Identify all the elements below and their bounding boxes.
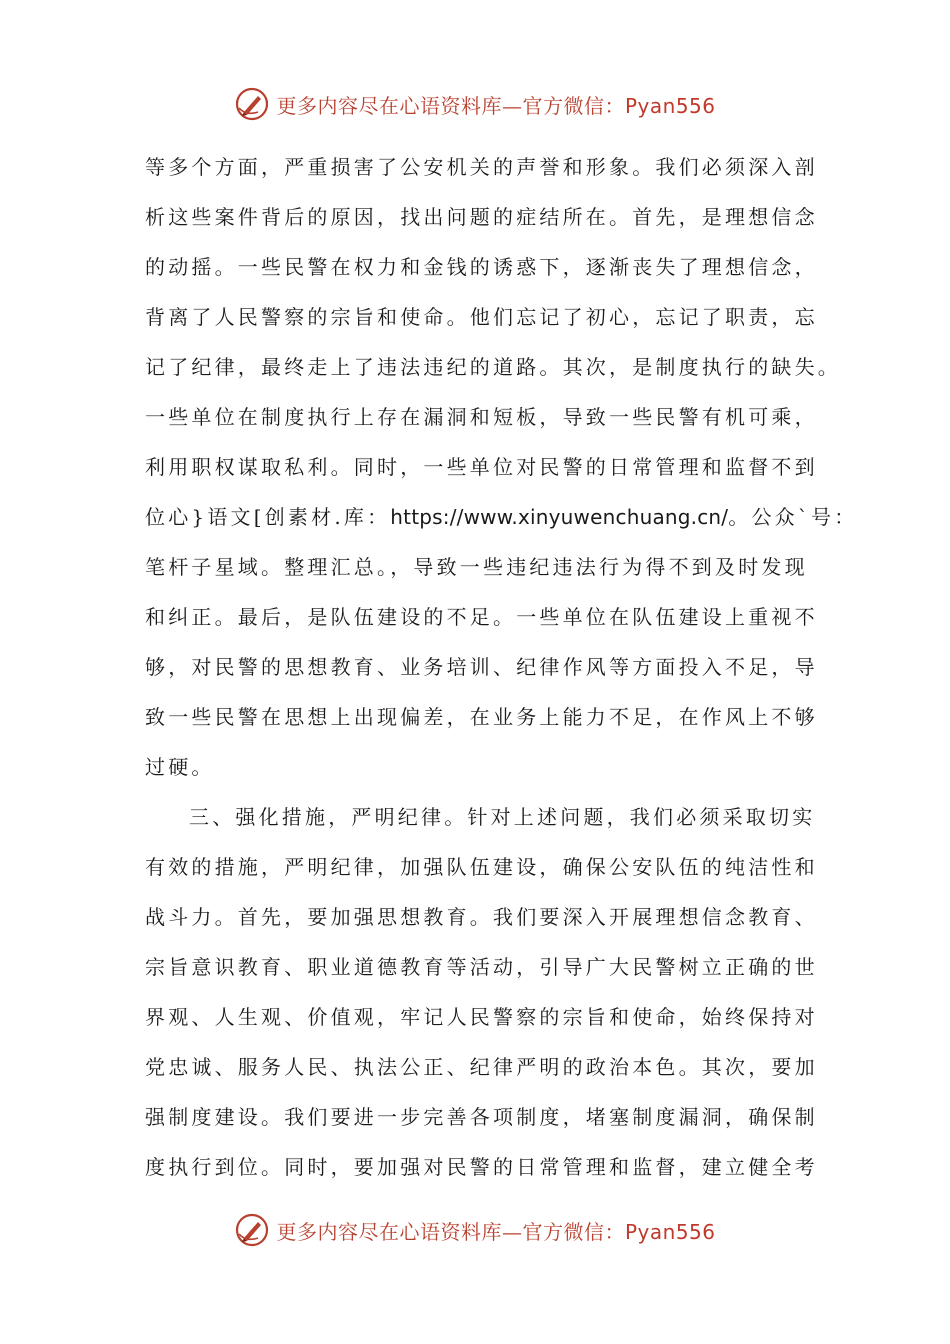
text-line: 和纠正。最后，是队伍建设的不足。一些单位在队伍建设上重视不 — [145, 605, 818, 629]
text-line: 等多个方面，严重损害了公安机关的声誉和形象。我们必须深入剖 — [145, 155, 818, 179]
text-line: 度执行到位。同时，要加强对民警的日常管理和监督，建立健全考 — [145, 1155, 818, 1179]
text-line: 党忠诚、服务人民、执法公正、纪律严明的政治本色。其次，要加 — [145, 1055, 818, 1079]
text-line: 有效的措施，严明纪律，加强队伍建设，确保公安队伍的纯洁性和 — [145, 855, 818, 879]
document-body — [145, 142, 858, 1192]
footer-watermark — [0, 1208, 950, 1252]
watermark-text — [276, 1216, 715, 1245]
pen-logo-icon — [234, 86, 270, 122]
wechat-id: Pyan556 — [624, 1219, 716, 1244]
watermark-label: 更多内容尽在心语资料库—官方微信： — [276, 1219, 625, 1244]
source-url[interactable]: https://www.xinyuwenchuang.cn/ — [390, 505, 729, 529]
text-line: 利用职权谋取私利。同时，一些单位对民警的日常管理和监督不到 — [145, 455, 818, 479]
text-line: 析这些案件背后的原因，找出问题的症结所在。首先，是理想信念 — [145, 205, 818, 229]
text-line: 背离了人民警察的宗旨和使命。他们忘记了初心，忘记了职责，忘 — [145, 305, 818, 329]
text-line: 过硬。 — [145, 755, 215, 779]
header-watermark — [0, 82, 950, 126]
text-line: 一些单位在制度执行上存在漏洞和短板，导致一些民警有机可乘， — [145, 405, 818, 429]
pen-logo-icon — [234, 1212, 270, 1248]
text-line: 致一些民警在思想上出现偏差，在业务上能力不足，在作风上不够 — [145, 705, 818, 729]
url-prefix: 位心}语文[创素材.库： — [145, 505, 391, 529]
wechat-id: Pyan556 — [624, 93, 716, 118]
text-line-with-url — [145, 492, 858, 542]
watermark-label: 更多内容尽在心语资料库—官方微信： — [276, 93, 625, 118]
text-line: 强制度建设。我们要进一步完善各项制度，堵塞制度漏洞，确保制 — [145, 1105, 818, 1129]
text-line: 界观、人生观、价值观，牢记人民警察的宗旨和使命，始终保持对 — [145, 1005, 818, 1029]
text-line: 记了纪律，最终走上了违法违纪的道路。其次，是制度执行的缺失。 — [145, 355, 841, 379]
section-heading-line: 三、强化措施，严明纪律。针对上述问题，我们必须采取切实 — [189, 805, 816, 829]
text-line: 的动摇。一些民警在权力和金钱的诱惑下，逐渐丧失了理想信念， — [145, 255, 818, 279]
text-line: 战斗力。首先，要加强思想教育。我们要深入开展理想信念教育、 — [145, 905, 818, 929]
text-line: 宗旨意识教育、职业道德教育等活动，引导广大民警树立正确的世 — [145, 955, 818, 979]
url-suffix: 。公众`号： — [728, 505, 858, 529]
text-line: 笔杆子星域。整理汇总。，导致一些违纪违法行为得不到及时发现 — [145, 555, 808, 579]
text-line: 够，对民警的思想教育、业务培训、纪律作风等方面投入不足，导 — [145, 655, 818, 679]
watermark-text — [276, 90, 715, 119]
